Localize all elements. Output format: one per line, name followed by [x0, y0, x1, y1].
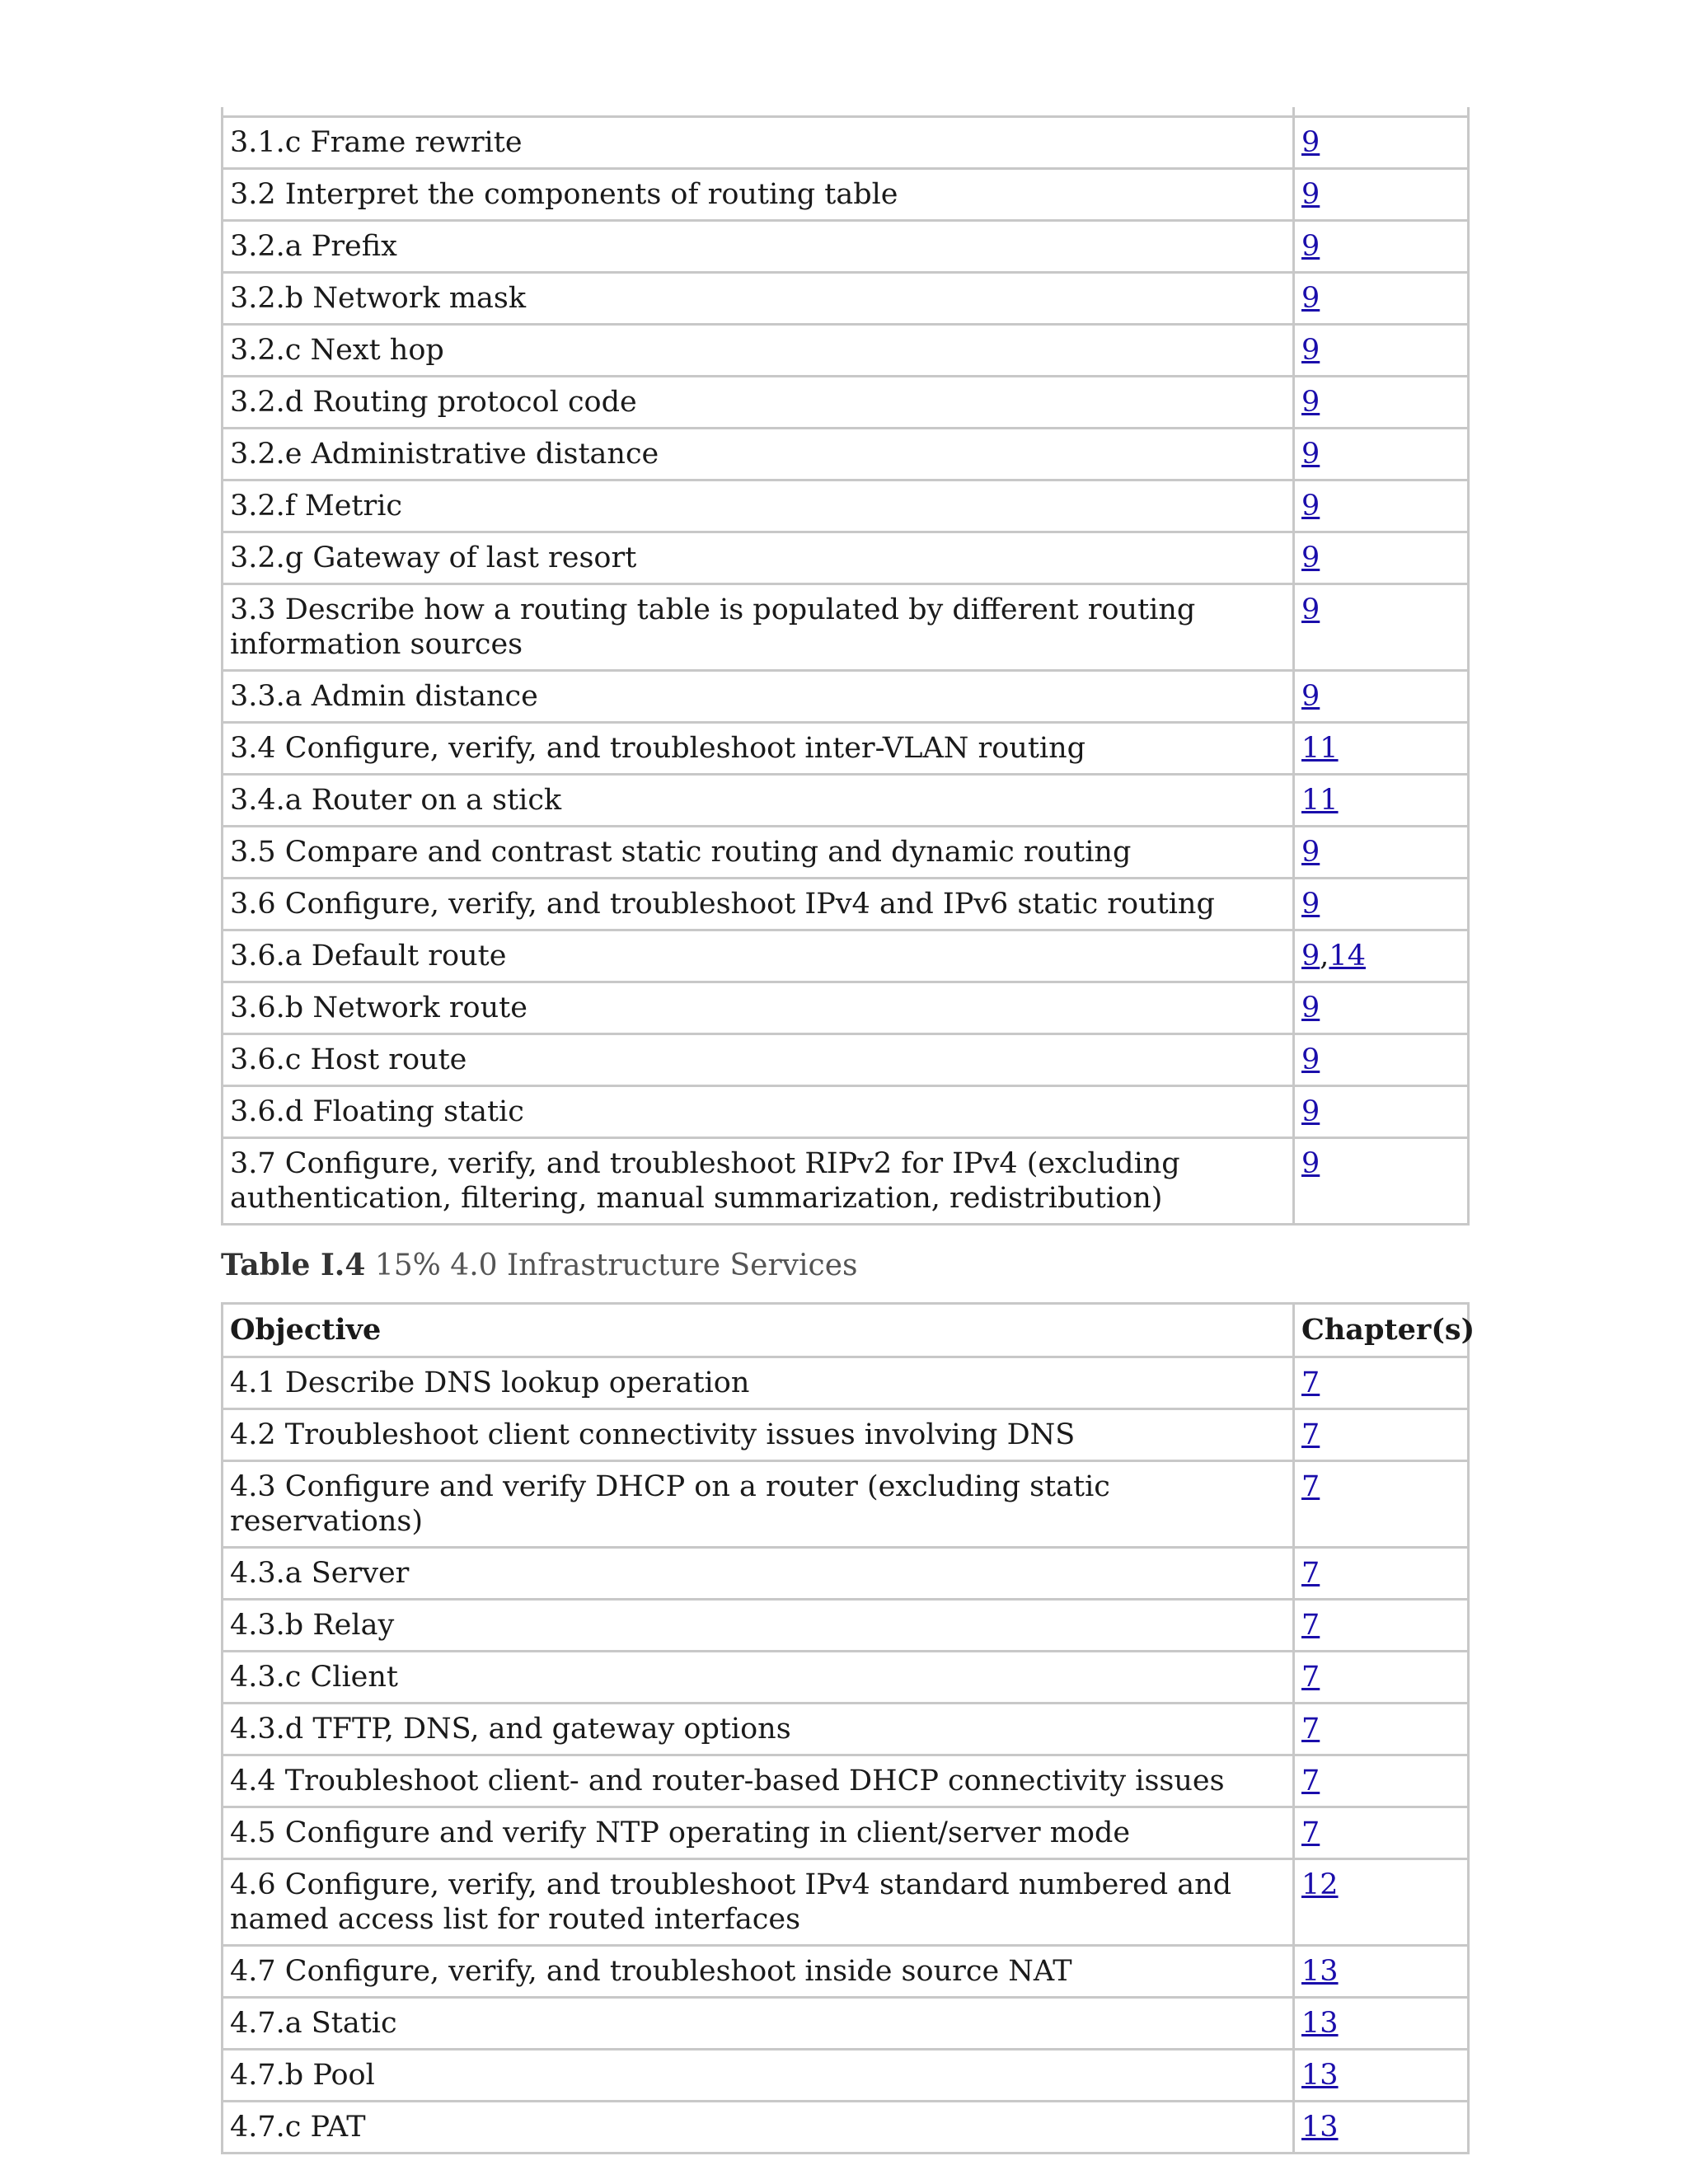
table-row	[223, 1998, 1469, 2050]
chapters-cell	[1294, 2102, 1469, 2154]
objective-cell: 4.7.c PAT	[223, 2102, 1294, 2154]
table-row	[223, 1086, 1469, 1138]
chapters-cell	[1294, 325, 1469, 377]
table-row	[223, 827, 1469, 879]
chapter-link[interactable]: 9	[1301, 1095, 1320, 1128]
table-row	[223, 273, 1469, 325]
chapter-link[interactable]: 9	[1301, 593, 1320, 626]
objective-cell: 3.6.a Default route	[223, 930, 1294, 982]
chapters-cell	[1294, 930, 1469, 982]
chapter-link[interactable]: 13	[1301, 2111, 1339, 2144]
chapters-cell	[1294, 1704, 1469, 1755]
chapters-cell	[1294, 1755, 1469, 1807]
chapter-link[interactable]: 7	[1301, 1765, 1320, 1797]
chapter-link[interactable]: 9	[1301, 178, 1320, 211]
table-row	[223, 1859, 1469, 1946]
table-row	[223, 1034, 1469, 1086]
objectives-table-3-body	[223, 107, 1469, 1225]
chapter-link[interactable]: 11	[1301, 784, 1339, 817]
chapters-cell	[1294, 480, 1469, 532]
table-row	[223, 1548, 1469, 1600]
table-row	[223, 775, 1469, 827]
objective-cell: 3.3.a Admin distance	[223, 671, 1294, 723]
chapter-link[interactable]: 9	[1301, 836, 1320, 869]
chapters-cell	[1294, 879, 1469, 930]
table-row	[223, 480, 1469, 532]
objective-cell: 3.1.c Frame rewrite	[223, 117, 1294, 169]
table-row	[223, 325, 1469, 377]
objective-cell: 3.6.b Network route	[223, 982, 1294, 1034]
table-row	[223, 1807, 1469, 1859]
objective-cell: 4.6 Configure, verify, and troubleshoot IPv4 standard numbered and named access list for routed interfaces	[223, 1859, 1294, 1946]
chapter-link[interactable]: 9	[1301, 438, 1320, 471]
objective-cell: 4.3.c Client	[223, 1652, 1294, 1704]
objective-cell: 3.2.d Routing protocol code	[223, 377, 1294, 429]
objective-cell: 3.4.a Router on a stick	[223, 775, 1294, 827]
chapter-link[interactable]: 9	[1301, 1043, 1320, 1076]
chapter-link[interactable]: 7	[1301, 1609, 1320, 1642]
objective-cell: 4.1 Describe DNS lookup operation	[223, 1357, 1294, 1409]
chapters-cell	[1294, 827, 1469, 879]
chapters-cell	[1294, 584, 1469, 671]
objective-cell: 3.2.f Metric	[223, 480, 1294, 532]
table-row	[223, 1138, 1469, 1225]
chapter-separator: ,	[1320, 940, 1329, 972]
table-caption	[221, 1247, 1467, 1284]
chapters-cell	[1294, 775, 1469, 827]
objectives-table-3	[221, 107, 1470, 1226]
table-row	[223, 221, 1469, 273]
table-row	[223, 1704, 1469, 1755]
table-row	[223, 169, 1469, 221]
objective-cell: 4.5 Configure and verify NTP operating in client/server mode	[223, 1807, 1294, 1859]
chapters-cell	[1294, 1409, 1469, 1461]
chapters-cell	[1294, 1600, 1469, 1652]
table-row	[223, 930, 1469, 982]
table-row	[223, 1409, 1469, 1461]
chapters-cell	[1294, 1548, 1469, 1600]
chapters-cell	[1294, 982, 1469, 1034]
chapter-link[interactable]: 7	[1301, 1816, 1320, 1849]
objective-cell: 3.2.e Administrative distance	[223, 429, 1294, 480]
table-caption-text: 15% 4.0 Infrastructure Services	[374, 1249, 858, 1282]
objective-cell: 3.2.a Prefix	[223, 221, 1294, 273]
objective-cell: 3.2.c Next hop	[223, 325, 1294, 377]
chapters-cell	[1294, 1807, 1469, 1859]
chapters-header: Chapter(s)	[1294, 1304, 1469, 1357]
chapters-cell	[1294, 273, 1469, 325]
table-caption-label: Table I.4	[221, 1248, 366, 1282]
chapter-link[interactable]: 9	[1301, 888, 1320, 921]
chapter-link[interactable]: 13	[1301, 1955, 1339, 1988]
objectives-table-4	[221, 1302, 1475, 2154]
chapter-link[interactable]: 7	[1301, 1661, 1320, 1694]
objective-cell: 4.3.d TFTP, DNS, and gateway options	[223, 1704, 1294, 1755]
table-row	[223, 1652, 1469, 1704]
chapters-cell	[1294, 117, 1469, 169]
objective-cell: 4.2 Troubleshoot client connectivity issues involving DNS	[223, 1409, 1294, 1461]
chapter-link[interactable]: 9	[1301, 126, 1320, 159]
chapters-cell	[1294, 1086, 1469, 1138]
table-row	[223, 1755, 1469, 1807]
objective-header: Objective	[223, 1304, 1294, 1357]
table-row	[223, 982, 1469, 1034]
table-row	[223, 377, 1469, 429]
chapter-link[interactable]: 13	[1301, 2007, 1339, 2040]
table-row	[223, 117, 1469, 169]
chapters-cell	[1294, 1461, 1469, 1548]
chapter-link[interactable]: 7	[1301, 1713, 1320, 1746]
chapters-cell	[1294, 377, 1469, 429]
chapters-cell	[1294, 1034, 1469, 1086]
chapters-cell	[1294, 723, 1469, 775]
objective-cell: 4.4 Troubleshoot client- and router-based DHCP connectivity issues	[223, 1755, 1294, 1807]
table-row	[223, 723, 1469, 775]
chapter-link[interactable]: 7	[1301, 1470, 1320, 1503]
chapter-link[interactable]: 9	[1301, 490, 1320, 523]
chapter-link[interactable]: 13	[1301, 2059, 1339, 2092]
chapter-link[interactable]: 9	[1301, 1147, 1320, 1180]
chapter-link[interactable]: 9	[1301, 282, 1320, 315]
table-row	[223, 532, 1469, 584]
chapter-link[interactable]: 11	[1301, 732, 1339, 765]
chapters-cell	[1294, 1998, 1469, 2050]
chapters-cell	[1294, 1357, 1469, 1409]
document-page	[221, 107, 1475, 2154]
objective-cell: 3.6.c Host route	[223, 1034, 1294, 1086]
objective-cell: 3.7 Configure, verify, and troubleshoot RIPv2 for IPv4 (excluding authentication, filtering, manual summarization, redistribution)	[223, 1138, 1294, 1225]
chapter-link[interactable]: 7	[1301, 1366, 1320, 1399]
chapters-cell	[1294, 1946, 1469, 1998]
objective-cell: 3.3 Describe how a routing table is populated by different routing information sources	[223, 584, 1294, 671]
table-row	[223, 879, 1469, 930]
chapters-cell	[1294, 2050, 1469, 2102]
table-row	[223, 2102, 1469, 2154]
chapters-cell	[1294, 1652, 1469, 1704]
chapter-link[interactable]: 7	[1301, 1557, 1320, 1590]
chapters-cell	[1294, 671, 1469, 723]
chapter-link[interactable]: 9	[1301, 680, 1320, 713]
chapters-cell	[1294, 1859, 1469, 1946]
objective-cell: 4.7 Configure, verify, and troubleshoot inside source NAT	[223, 1946, 1294, 1998]
objective-cell: 4.3.b Relay	[223, 1600, 1294, 1652]
table-row	[223, 1461, 1469, 1548]
table-header-row	[223, 1304, 1469, 1357]
objective-cell: 3.2 Interpret the components of routing table	[223, 169, 1294, 221]
chapters-cell	[1294, 169, 1469, 221]
table-row	[223, 1600, 1469, 1652]
objective-cell: 3.4 Configure, verify, and troubleshoot inter-VLAN routing	[223, 723, 1294, 775]
chapters-cell	[1294, 1138, 1469, 1225]
table-row	[223, 429, 1469, 480]
objective-cell: 4.7.a Static	[223, 1998, 1294, 2050]
objective-cell: 4.3 Configure and verify DHCP on a router (excluding static reservations)	[223, 1461, 1294, 1548]
objective-cell: 3.2.b Network mask	[223, 273, 1294, 325]
table-row	[223, 1946, 1469, 1998]
objective-cell: 4.3.a Server	[223, 1548, 1294, 1600]
chapter-link[interactable]: 14	[1329, 940, 1366, 972]
table-continuation-edge	[223, 107, 1469, 117]
chapter-link[interactable]: 9	[1301, 541, 1320, 574]
chapters-cell	[1294, 532, 1469, 584]
objective-cell: 3.6.d Floating static	[223, 1086, 1294, 1138]
table-row	[223, 2050, 1469, 2102]
table-row	[223, 671, 1469, 723]
chapter-link[interactable]: 9	[1301, 230, 1320, 263]
chapter-link[interactable]: 9	[1301, 334, 1320, 367]
objective-cell: 3.2.g Gateway of last resort	[223, 532, 1294, 584]
chapters-cell	[1294, 429, 1469, 480]
chapter-link[interactable]: 7	[1301, 1418, 1320, 1451]
chapter-link[interactable]: 9	[1301, 386, 1320, 419]
objectives-table-4-body	[223, 1357, 1469, 2154]
objective-cell: 4.7.b Pool	[223, 2050, 1294, 2102]
table-row	[223, 584, 1469, 671]
chapter-link[interactable]: 12	[1301, 1868, 1339, 1901]
table-row	[223, 1357, 1469, 1409]
chapter-link[interactable]: 9	[1301, 991, 1320, 1024]
chapters-cell	[1294, 221, 1469, 273]
objective-cell: 3.5 Compare and contrast static routing and dynamic routing	[223, 827, 1294, 879]
objective-cell: 3.6 Configure, verify, and troubleshoot IPv4 and IPv6 static routing	[223, 879, 1294, 930]
chapter-link[interactable]: 9	[1301, 940, 1320, 972]
